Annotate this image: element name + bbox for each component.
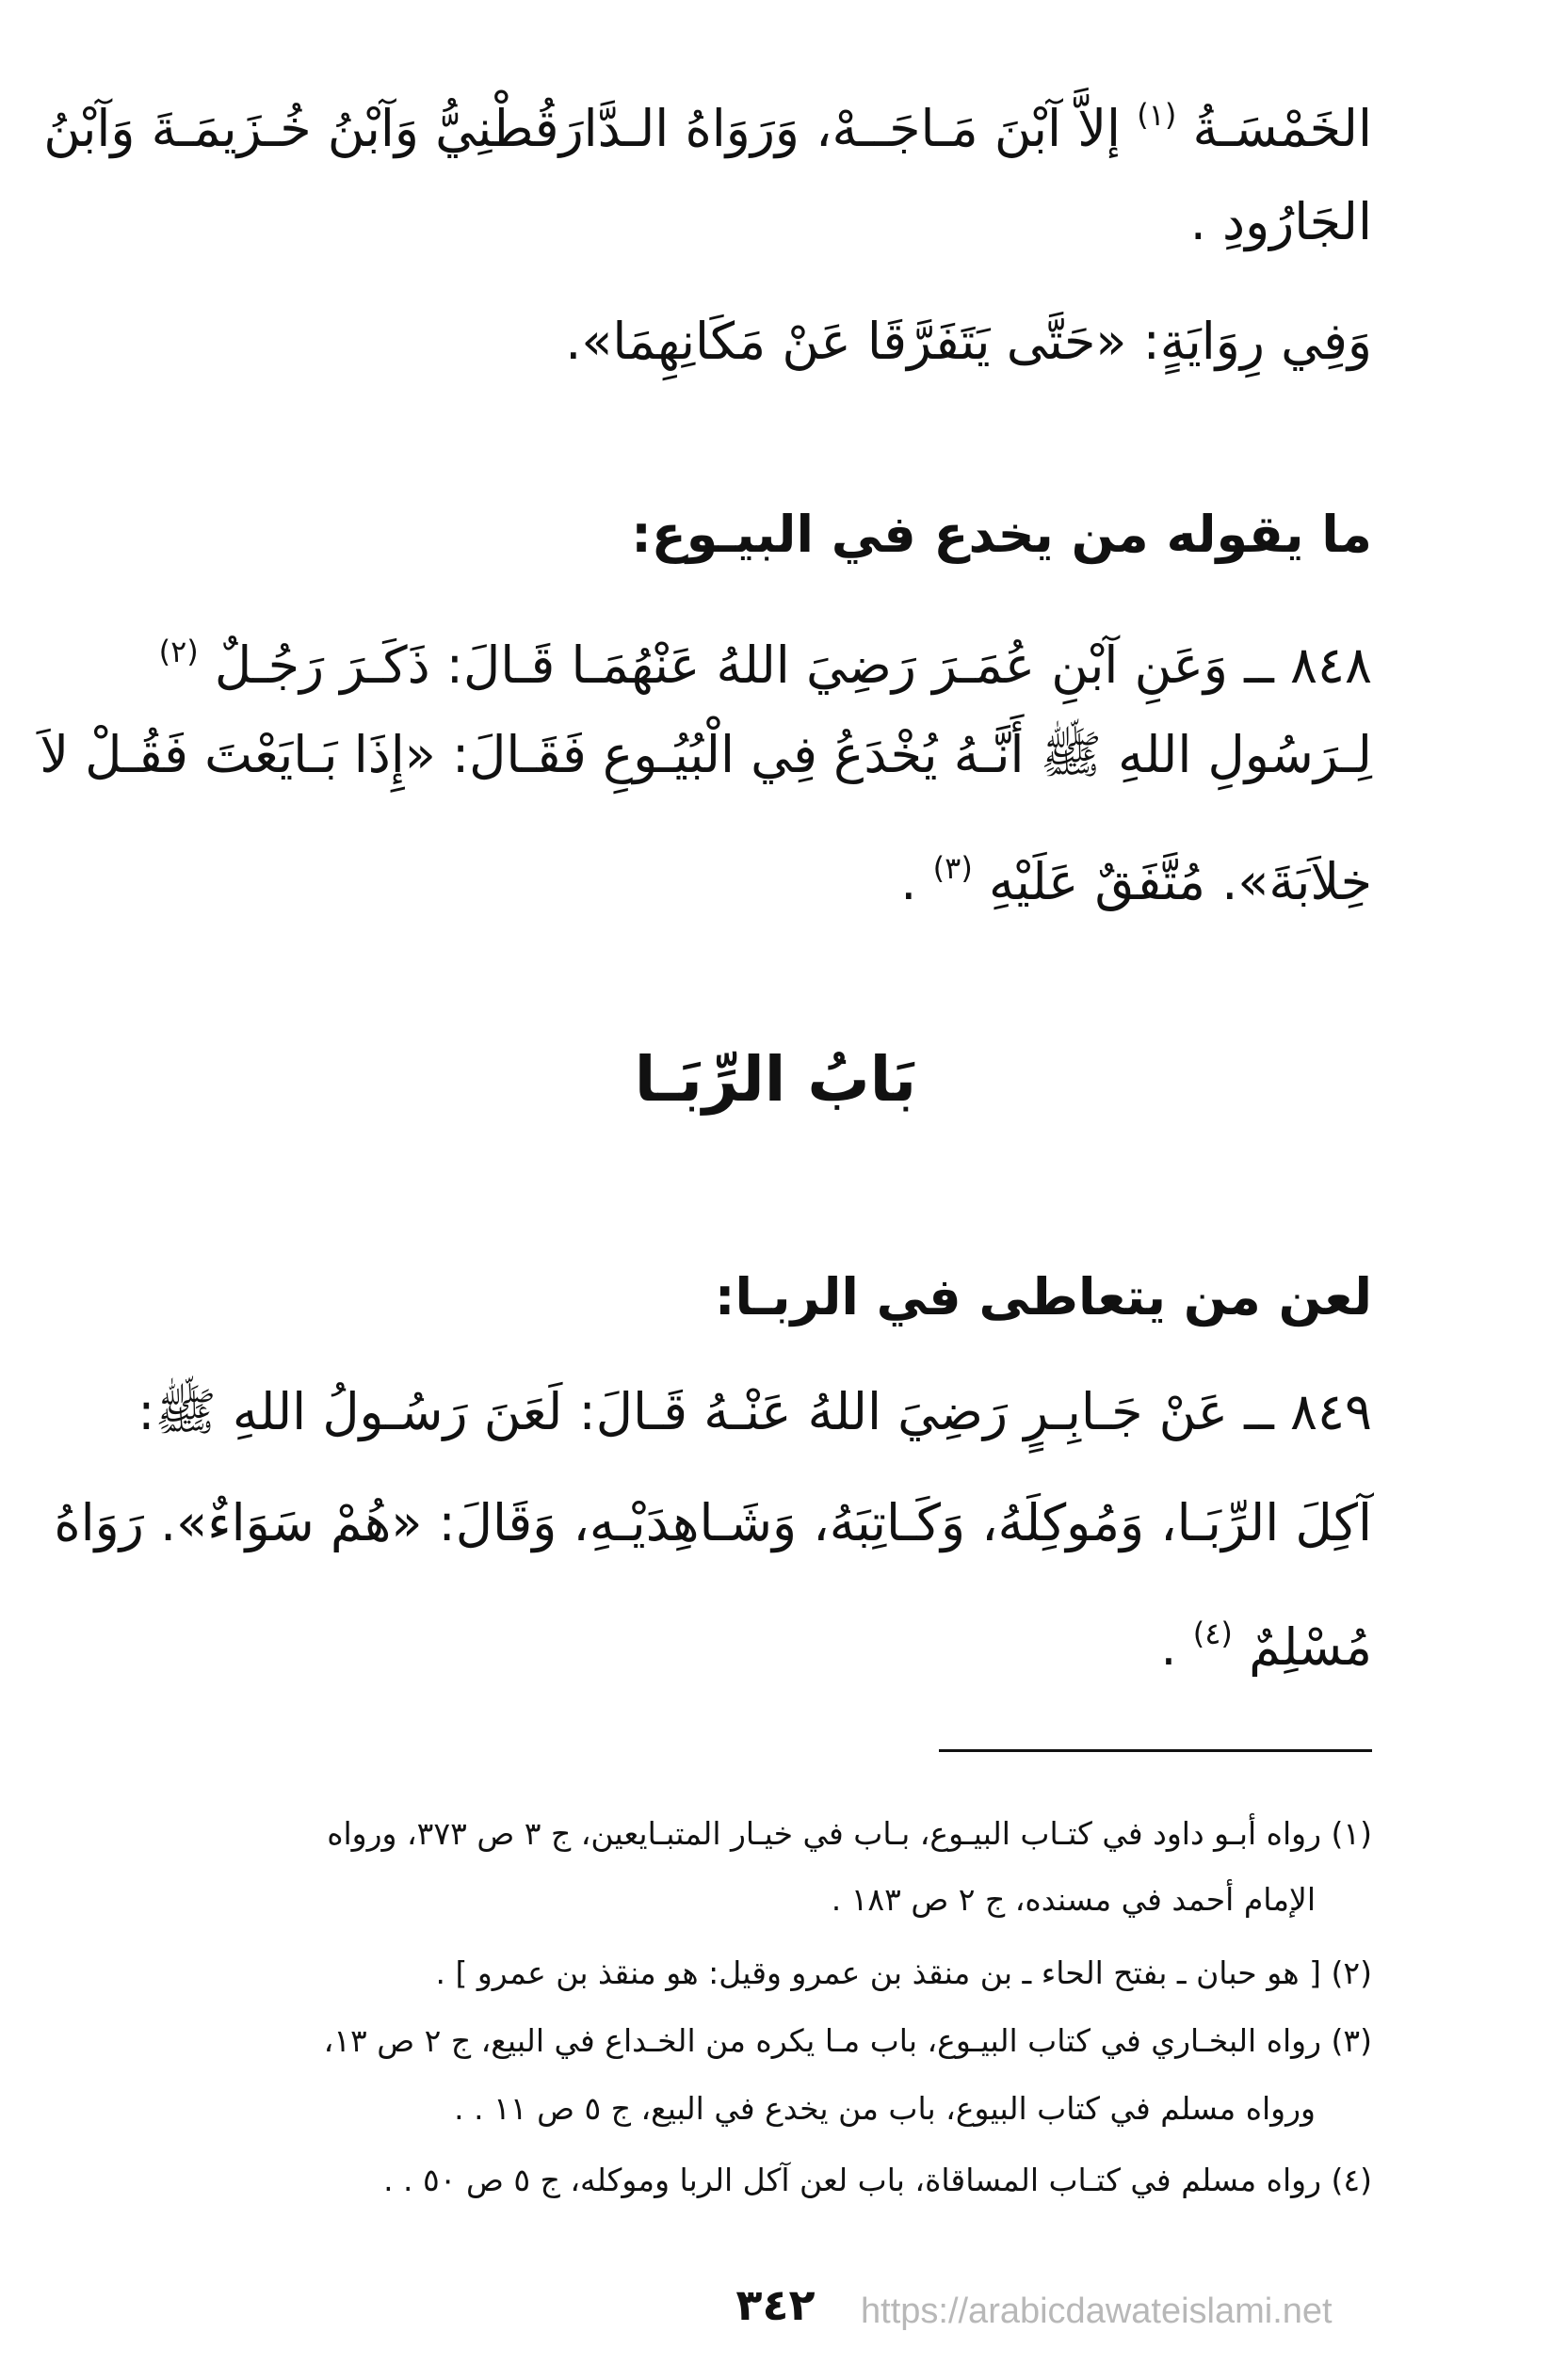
footnote-marker-1: (١) [1137, 97, 1177, 133]
body-line-3: وَفِي رِوَايَةٍ: «حَتَّى يَتَفَرَّقَا عَنْ مَكَانِهِمَا». [565, 312, 1372, 371]
footnote-1-line-1: (١) رواه أبـو داود في كتـاب البيـوع، بـاب في خيـار المتبـايعين، ج ٣ ص ٣٧٣، ورواه [327, 1815, 1372, 1852]
footnote-marker-2: (٢) [158, 634, 199, 669]
footnote-3-line-1: (٣) رواه البخـاري في كتاب البيـوع، باب مـا يكره من الخـداع في البيع، ج ٢ ص ١٣، [323, 2022, 1372, 2059]
footnote-separator [939, 1749, 1372, 1752]
body-text: إلاَّ آبْنَ مَـاجَــهْ، وَرَوَاهُ الـدَّارَقُطْنِيُّ وَآبْنُ خُـزَيمَـةَ وَآبْنُ [43, 99, 1122, 158]
chapter-title: بَابُ الرِّبَـا [634, 1043, 917, 1116]
footnote-marker-3: (٣) [932, 850, 973, 886]
section-heading-2: لعن من يتعاطى في الربـا: [714, 1267, 1372, 1327]
body-line-1 [43, 77, 1372, 158]
body-text: مُسْلِمٌ [1249, 1617, 1372, 1677]
body-text: . [1160, 1617, 1177, 1677]
footnote-4: (٤) رواه مسلم في كتـاب المساقاة، باب لعن آكل الربا وموكله، ج ٥ ص ٥٠ . . [383, 2162, 1372, 2198]
footnote-1-line-2: الإمام أحمد في مسنده، ج ٢ ص ١٨٣ . [831, 1881, 1316, 1918]
hadith-848-line-1 [158, 614, 1372, 695]
body-line-2: الجَارُودِ . [1189, 192, 1372, 251]
body-text: الخَمْسَـةُ [1192, 99, 1372, 158]
footnote-2: (٢) [ هو حبان ـ بفتح الحاء ـ بن منقذ بن عمرو وقيل: هو منقذ بن عمرو ] . [435, 1954, 1372, 1991]
hadith-848-line-3 [198, 830, 1372, 911]
body-text: . [900, 852, 917, 911]
footnote-marker-4: (٤) [1192, 1616, 1233, 1651]
footnote-3-line-2: ورواه مسلم في كتاب البيوع، باب من يخدع في البيع، ج ٥ ص ١١ . . [454, 2090, 1316, 2127]
hadith-849-line-1: ٨٤٩ ــ عَنْ جَـابِـرٍ رَضِيَ اللهُ عَنْـهُ قَـالَ: لَعَنَ رَسُـولُ اللهِ ﷺ: [137, 1382, 1372, 1441]
watermark-url: https://arabicdawateislami.net [861, 2292, 1333, 2331]
hadith-849-line-3 [198, 1596, 1372, 1677]
hadith-849-line-2: آكِلَ الرِّبَـا، وَمُوكِلَهُ، وَكَـاتِبَهُ، وَشَـاهِدَيْـهِ، وَقَالَ: «هُمْ سَوَاءٌ». رَوَاهُ [54, 1493, 1372, 1552]
page-number: ٣٤٢ [735, 2279, 816, 2330]
body-text: خِلاَبَةَ». مُتَّفَقٌ عَلَيْهِ [988, 852, 1372, 911]
hadith-848-line-2: لِـرَسُولِ اللهِ ﷺ أَنَّـهُ يُخْدَعُ فِي الْبُيُـوعِ فَقَـالَ: «إِذَا بَـايَعْتَ فَقُـلْ لاَ [40, 725, 1372, 784]
section-heading-1: ما يقوله من يخدع في البيـوع: [631, 505, 1372, 564]
body-text: ٨٤٨ ــ وَعَنِ آبْنِ عُمَـرَ رَضِيَ اللهُ عَنْهُمَـا قَـالَ: ذَكَـرَ رَجُـلٌ [214, 635, 1372, 695]
